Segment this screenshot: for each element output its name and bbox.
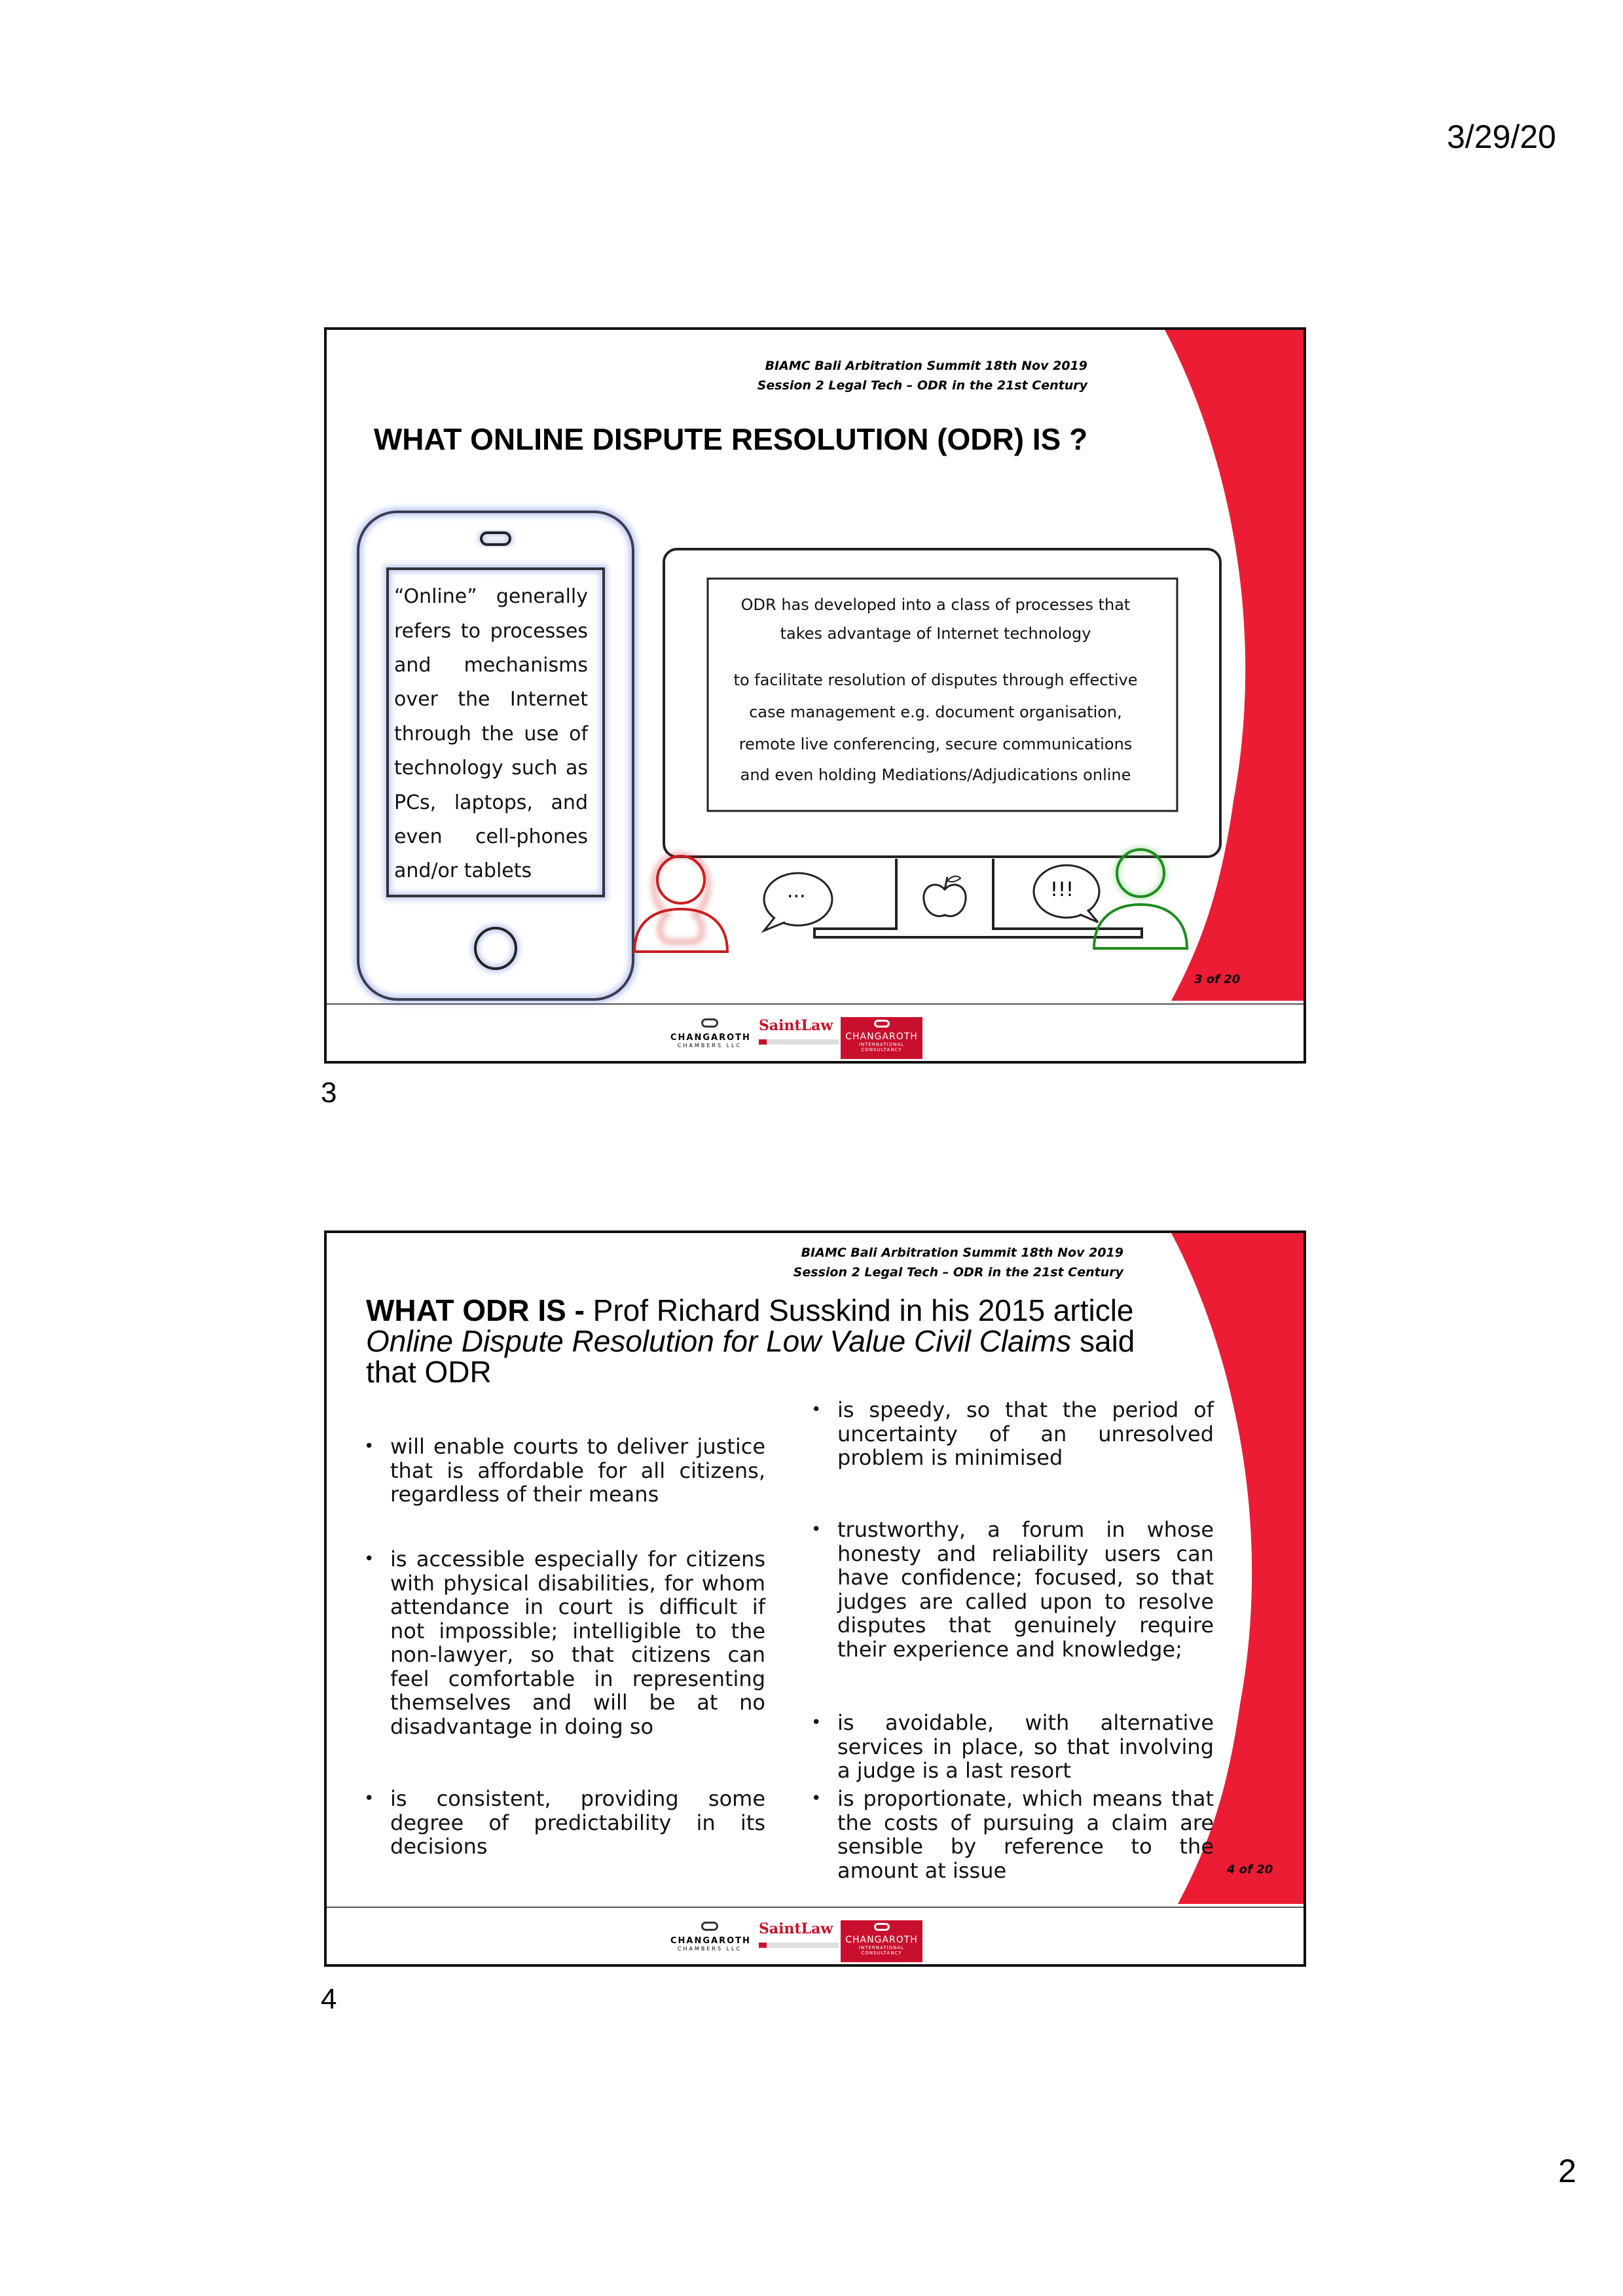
- phone-line: over the Internet: [394, 688, 588, 711]
- event-line-1: BIAMC Bali Arbitration Summit 18th Nov 2019: [765, 359, 1087, 373]
- event-line-1: BIAMC Bali Arbitration Summit 18th Nov 2019: [801, 1246, 1123, 1260]
- screen-line: remote live conferencing, secure communications: [739, 735, 1133, 753]
- phone-line: PCs, laptops, and: [394, 791, 588, 814]
- slide-heading: [366, 1295, 1217, 1388]
- slide-4: [324, 1230, 1306, 1967]
- phone-line: technology such as: [394, 757, 588, 780]
- slide-3: [324, 327, 1306, 1064]
- phone-line: through the use of: [394, 723, 588, 745]
- bullet-item: • will enable courts to deliver justice that is affordable for all citizens, regardless of their means: [364, 1434, 765, 1507]
- bullet-item: • trustworthy, a forum in whose honesty and reliability users can have confidence; focused, so that judges are called upon to resolve disputes that genuinely require their experience and knowledge;: [811, 1517, 1214, 1662]
- slide-counter: 3 of 20: [1194, 973, 1241, 986]
- bubble-left-text: ...: [787, 880, 806, 903]
- event-info: [793, 1243, 1123, 1282]
- bubble-right-text: !!!: [1050, 878, 1074, 901]
- page-number: 2: [1558, 2153, 1577, 2189]
- screen-line: takes advantage of Internet technology: [780, 624, 1091, 643]
- phone-line: refers to processes: [394, 620, 588, 643]
- screen-line: and even holding Mediations/Adjudications online: [740, 766, 1131, 784]
- phone-line: even cell-phones: [394, 825, 588, 848]
- page-date: 3/29/20: [1447, 118, 1556, 155]
- slide-label: 3: [321, 1077, 337, 1109]
- saintlaw-logo: SaintLaw: [759, 1017, 834, 1059]
- bullet-item: • is consistent, providing some degree of predictability in its decisions: [364, 1786, 765, 1859]
- event-line-2: Session 2 Legal Tech – ODR in the 21st Century: [757, 378, 1087, 393]
- slide-title: WHAT ONLINE DISPUTE RESOLUTION (ODR) IS ?: [373, 422, 1088, 456]
- bullet-item: • is avoidable, with alternative services in place, so that involving a judge is a last resort: [811, 1710, 1214, 1783]
- changaroth-logo: CHANGAROTH CHAMBERS LLC: [670, 1920, 749, 1962]
- saintlaw-logo: SaintLaw: [759, 1920, 834, 1962]
- screen-line: to facilitate resolution of disputes through effective: [733, 671, 1138, 689]
- screen-line: ODR has developed into a class of processes that: [740, 596, 1131, 614]
- changaroth-international-logo: CHANGAROTH INTERNATIONAL CONSULTANCY: [841, 1920, 922, 1962]
- heading-line-1: Prof Richard Susskind in his 2015 article: [584, 1293, 1134, 1327]
- apple-icon: [924, 876, 966, 916]
- event-line-2: Session 2 Legal Tech – ODR in the 21st Century: [793, 1265, 1123, 1280]
- heading-line-2: said: [1071, 1324, 1135, 1358]
- slide-counter: 4 of 20: [1227, 1863, 1273, 1876]
- screen-line: case management e.g. document organisation,: [749, 703, 1122, 721]
- slide-label: 4: [321, 1983, 337, 2015]
- person-left-icon: [634, 855, 727, 952]
- footer-divider: [327, 1003, 1304, 1005]
- heading-line-3: that ODR: [366, 1355, 492, 1389]
- heading-bold: WHAT ODR IS -: [366, 1293, 585, 1327]
- bullet-item: • is proportionate, which means that the costs of pursuing a claim are sensible by reference to the amount at issue: [811, 1786, 1214, 1883]
- phone-line: and/or tablets: [394, 859, 532, 882]
- bullet-item: • is accessible especially for citizens with physical disabilities, for whom attendance in court is difficult if not impossible; intelligible to the non-lawyer, so that citizens can feel comfortable in representing themselves and will be at no disadvantage in doing so: [364, 1547, 765, 1739]
- event-info: [757, 356, 1087, 395]
- phone-line: and mechanisms: [394, 654, 588, 677]
- changaroth-logo: CHANGAROTH CHAMBERS LLC: [670, 1017, 749, 1059]
- phone-line: “Online” generally: [394, 585, 588, 608]
- changaroth-international-logo: CHANGAROTH INTERNATIONAL CONSULTANCY: [841, 1017, 922, 1059]
- bullet-item: • is speedy, so that the period of uncertainty of an unresolved problem is minimised: [811, 1397, 1214, 1470]
- footer-divider: [327, 1907, 1304, 1908]
- article-title: Online Dispute Resolution for Low Value Civil Claims: [366, 1324, 1072, 1358]
